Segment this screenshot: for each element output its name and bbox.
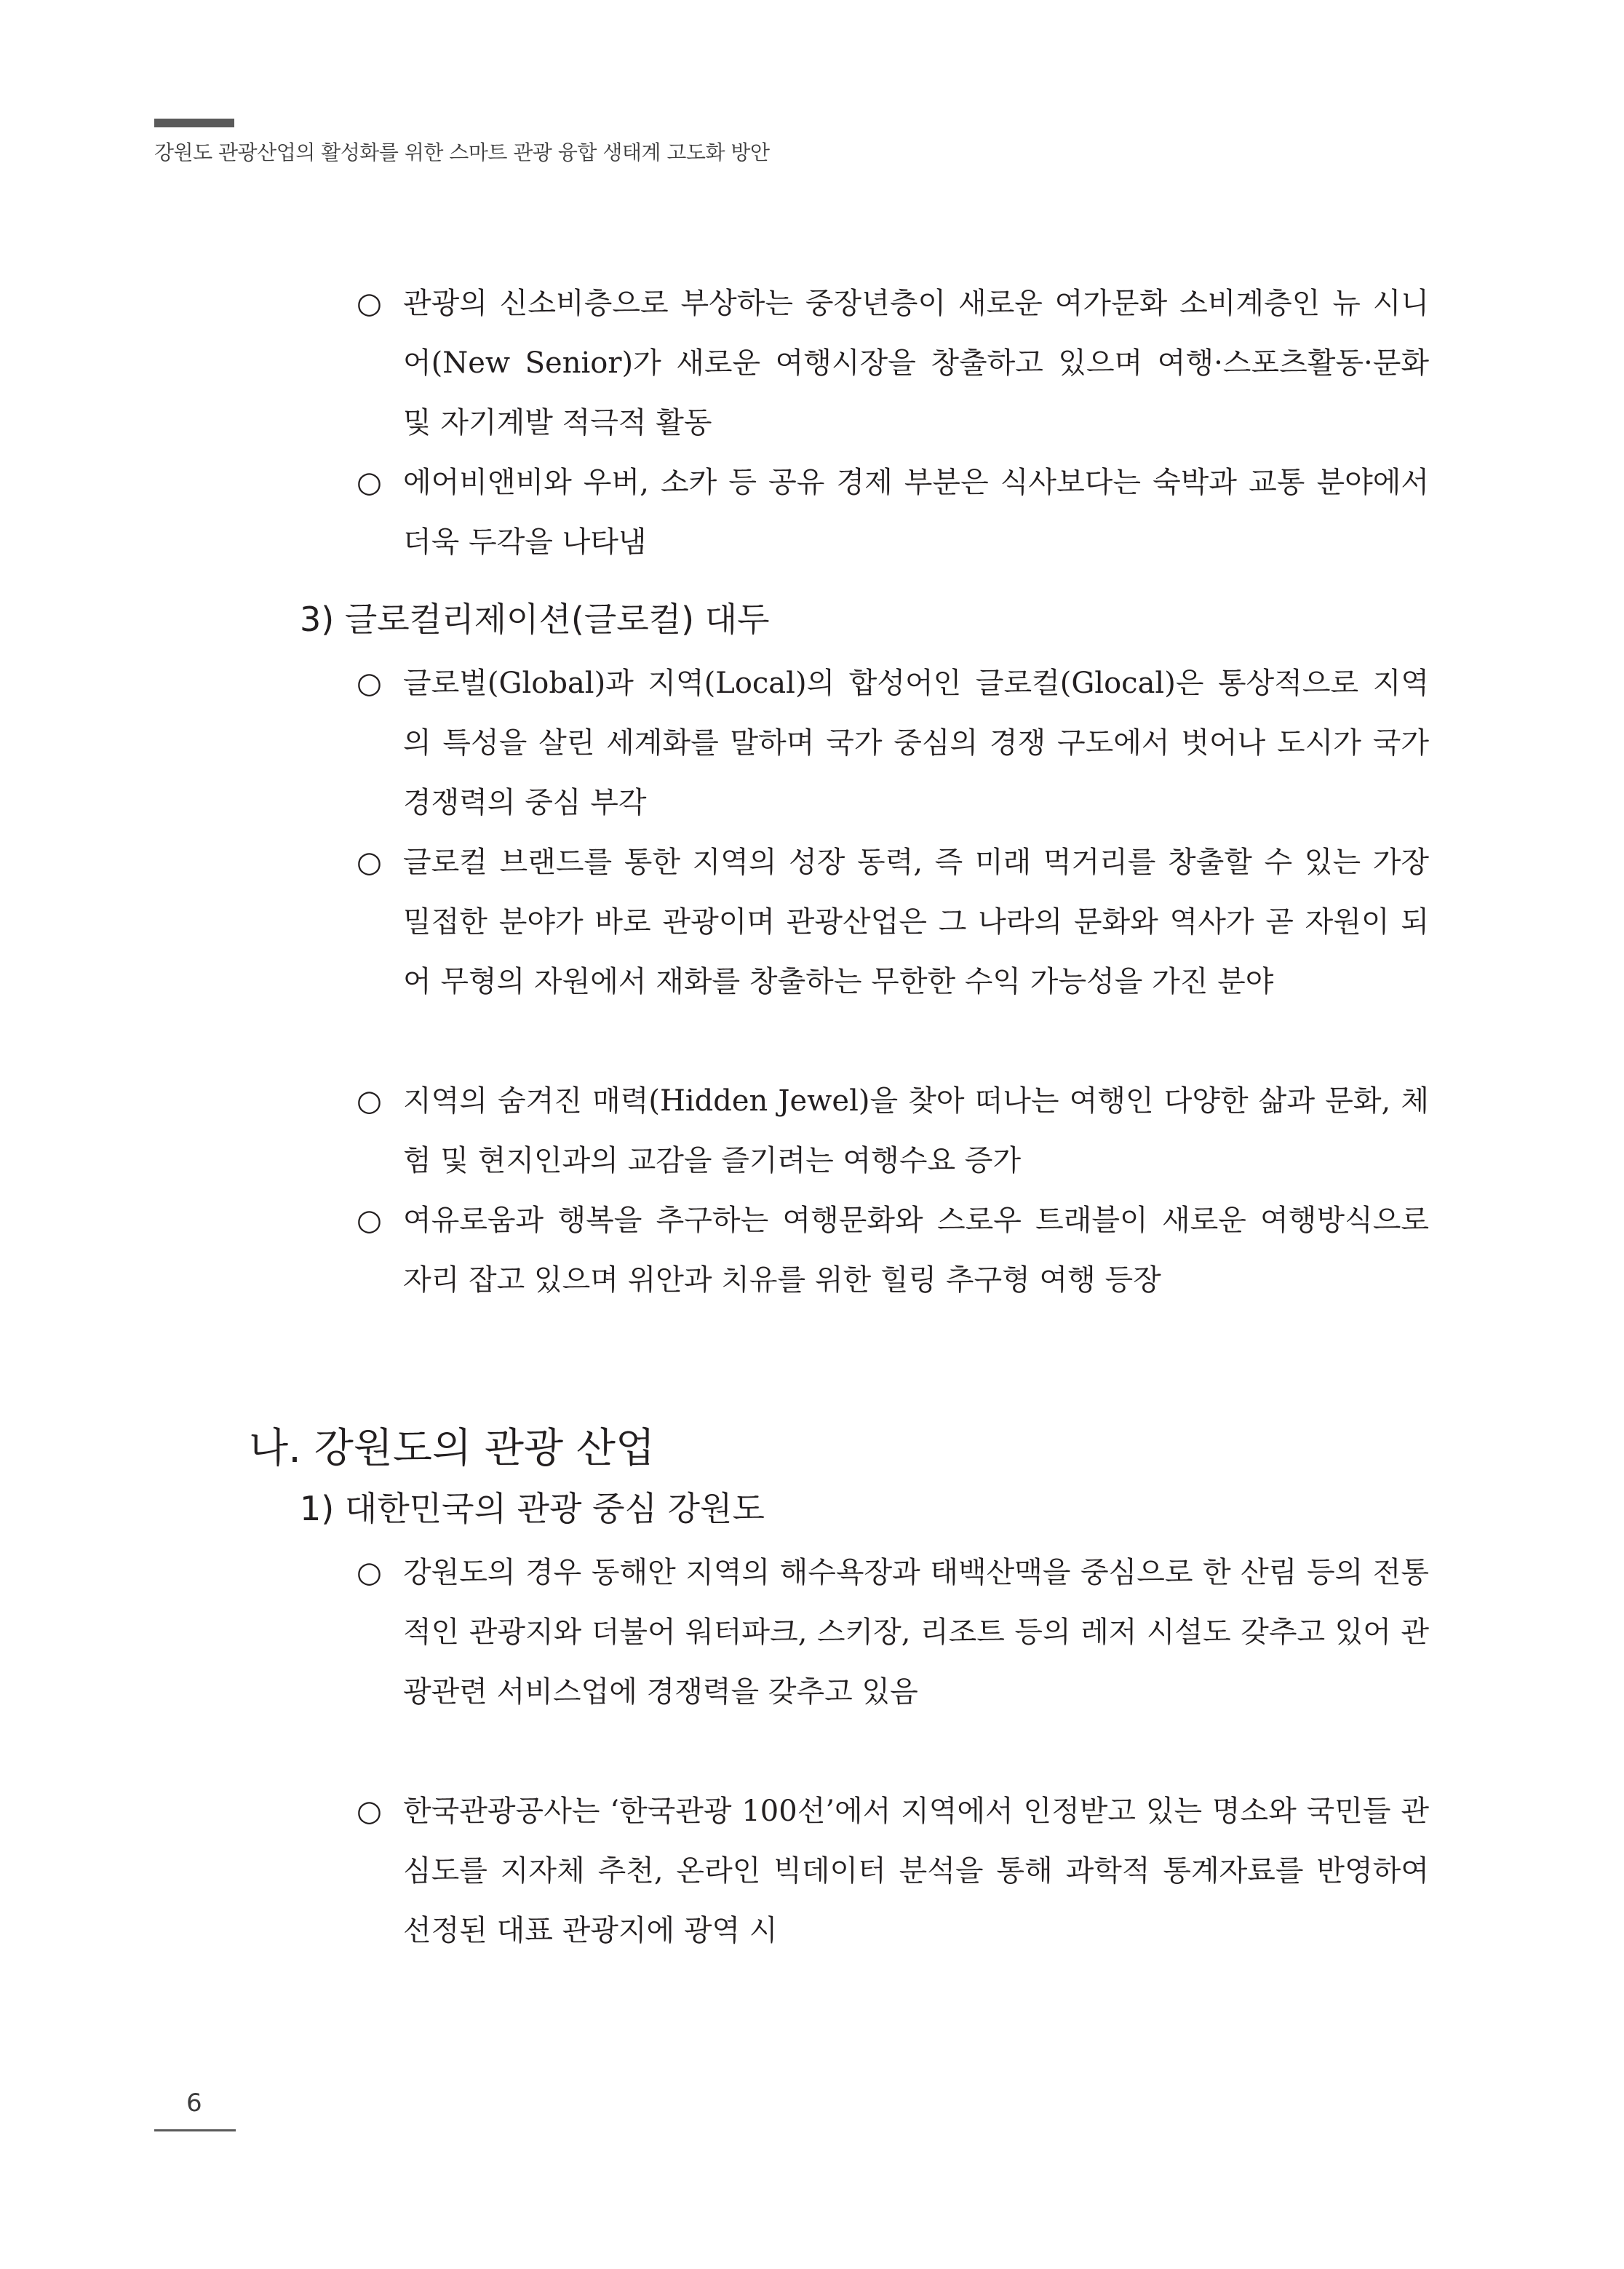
- bullet-paragraph: 글로컬 브랜드를 통한 지역의 성장 동력, 즉 미래 먹거리를 창출할 수 있는 가장 밀접한 분야가 바로 관광이며 관광산업은 그 나라의 문화와 역사가 곧 자원이 되어 무형의 자원에서 재화를 창출하는 무한한 수익 가능성을 가진 분야: [403, 846, 1429, 998]
- bullet-paragraph: 관광의 신소비층으로 부상하는 중장년층이 새로운 여가문화 소비계층인 뉴 시니어(New Senior)가 새로운 여행시장을 창출하고 있으며 여행·스포츠활동·문화 및 자기계발 적극적 활동: [403, 287, 1429, 440]
- bullet-marker: ○: [357, 667, 382, 700]
- bullet-paragraph: 강원도의 경우 동해안 지역의 해수욕장과 태백산맥을 중심으로 한 산림 등의 전통적인 관광지와 더불어 워터파크, 스키장, 리조트 등의 레저 시설도 갖추고 있어 관광관련 서비스업에 경쟁력을 갖추고 있음: [403, 1556, 1429, 1709]
- bullet-paragraph: 여유로움과 행복을 추구하는 여행문화와 스로우 트래블이 새로운 여행방식으로 자리 잡고 있으며 위안과 치유를 위한 힐링 추구형 여행 등장: [403, 1204, 1429, 1297]
- subsection-heading: 3) 글로컬리제이션(글로컬) 대두: [300, 600, 770, 639]
- bullet-marker: ○: [357, 466, 382, 499]
- footer-rule: [154, 2129, 236, 2131]
- section-heading: 나. 강원도의 관광 산업: [249, 1425, 656, 1472]
- subsection-heading: 1) 대한민국의 관광 중심 강원도: [300, 1489, 765, 1528]
- page-number: 6: [186, 2089, 202, 2118]
- bullet-marker: ○: [357, 287, 382, 320]
- bullet-marker: ○: [357, 1556, 382, 1589]
- bullet-marker: ○: [357, 846, 382, 879]
- bullet-marker: ○: [357, 1795, 382, 1828]
- bullet-marker: ○: [357, 1204, 382, 1237]
- bullet-paragraph: 글로벌(Global)과 지역(Local)의 합성어인 글로컬(Glocal)은 통상적으로 지역의 특성을 살린 세계화를 말하며 국가 중심의 경쟁 구도에서 벗어나 도시가 국가 경쟁력의 중심 부각: [403, 667, 1429, 819]
- bullet-marker: ○: [357, 1084, 382, 1118]
- bullet-paragraph: 지역의 숨겨진 매력(Hidden Jewel)을 찾아 떠나는 여행인 다양한 삶과 문화, 체험 및 현지인과의 교감을 즐기려는 여행수요 증가: [403, 1084, 1429, 1177]
- header-accent-bar: [154, 119, 234, 127]
- running-title: 강원도 관광산업의 활성화를 위한 스마트 관광 융합 생태계 고도화 방안: [154, 140, 770, 164]
- bullet-paragraph: 한국관광공사는 ‘한국관광 100선’에서 지역에서 인정받고 있는 명소와 국민들 관심도를 지자체 추천, 온라인 빅데이터 분석을 통해 과학적 통계자료를 반영하여 선정된 대표 관광지에 광역 시: [403, 1795, 1429, 1947]
- bullet-paragraph: 에어비앤비와 우버, 소카 등 공유 경제 부분은 식사보다는 숙박과 교통 분야에서 더욱 두각을 나타냄: [403, 466, 1429, 559]
